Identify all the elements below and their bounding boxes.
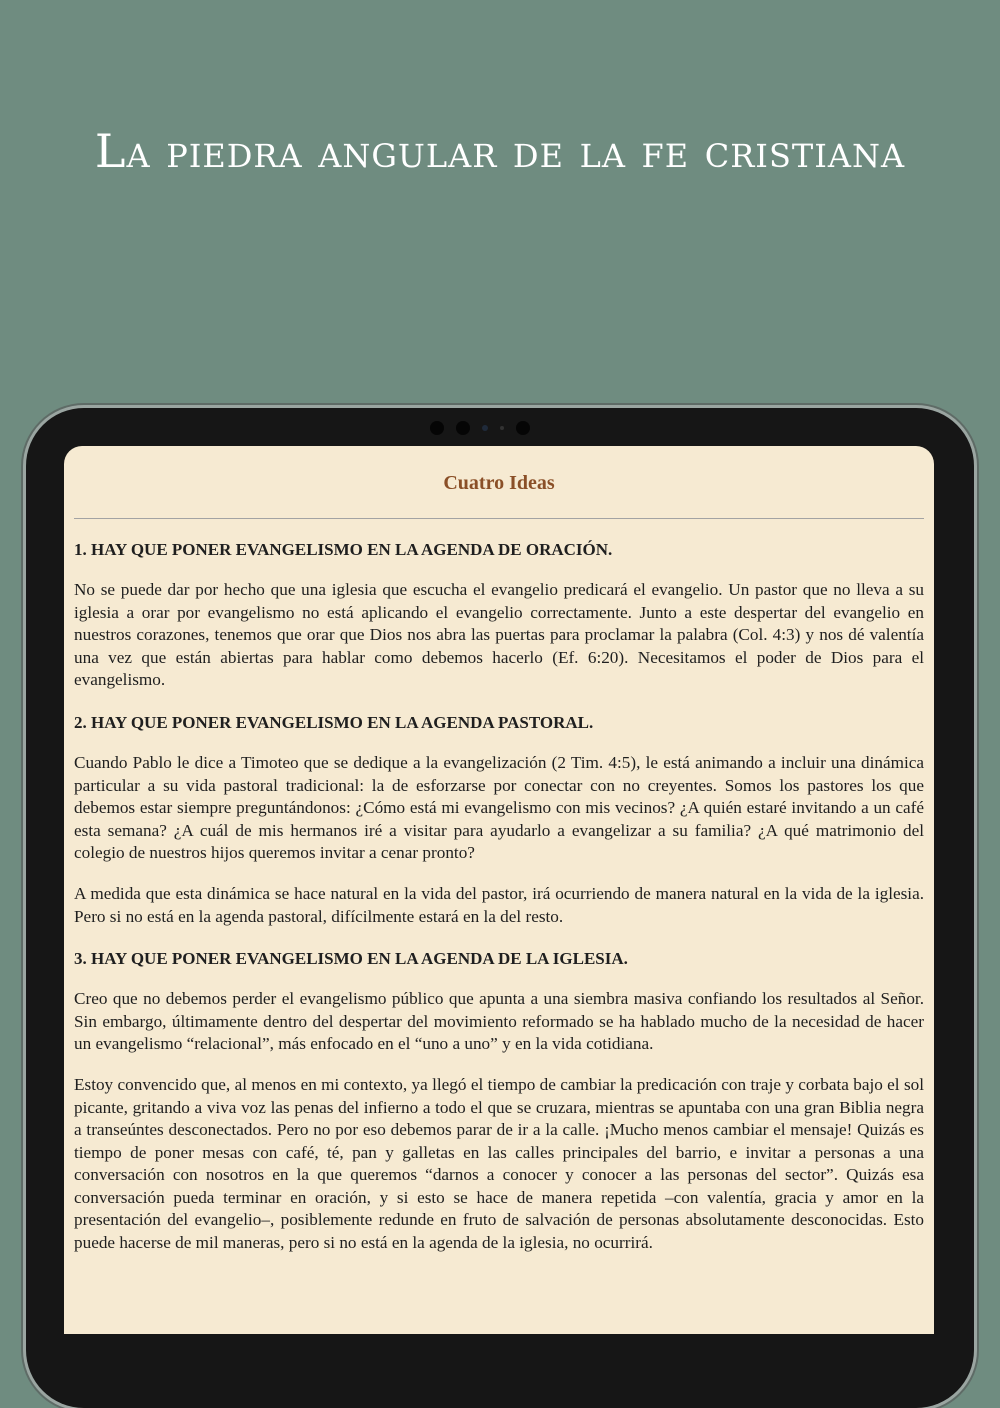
front-camera [430, 420, 530, 436]
camera-lens [430, 421, 444, 435]
article-content[interactable] [64, 539, 934, 1255]
page-title: Cuatro Ideas [443, 472, 555, 494]
promo-headline: La piedra angular de la fe cristiana [94, 124, 906, 178]
app-screen[interactable] [64, 446, 934, 1334]
camera-sensor [482, 425, 488, 431]
section-paragraph: Creo que no debemos perder el evangelismo público que apunta a una siembra masiva confiando los resultados al Señor. Sin embargo, últimamente dentro del despertar del movimiento reformado se ha hablado mucho de la necesidad de hacer un evangelismo “relacional”, más enfocado en el “uno a uno” y en la vida cotidiana. [74, 989, 924, 1054]
section-paragraph: No se puede dar por hecho que una iglesia que escucha el evangelio predicará el evangelio. Un pastor que no lleva a su iglesia a orar por evangelismo no está aplicando el evangelio correctamente. Junto a este despertar del evangelio en nuestros corazones, tenemos que orar que Dios nos abra las puertas para proclamar la palabra (Col. 4:3) y nos dé valentía una vez que están abiertas para hablar como debemos hacerlo (Ef. 6:20). Necesitamos el poder de Dios para el evangelismo. [74, 580, 924, 690]
section-paragraph: Cuando Pablo le dice a Timoteo que se dedique a la evangelización (2 Tim. 4:5), le está animando a incluir una dinámica particular a su vida pastoral tradicional: la de esforzarse por conectar con no creyentes. Somos los pastores los que debemos estar siempre preguntándonos: ¿Cómo está mi evangelismo con mis vecinos? ¿A quién estaré invitando a un café esta semana? ¿A cuál de mis hermanos iré a visitar para ayudarlo a evangelizar a su familia? ¿A qué matrimonio del colegio de nuestros hijos queremos invitar a cenar pronto? [74, 752, 924, 863]
camera-sensor [500, 426, 504, 430]
section-heading: 2. HAY QUE PONER EVANGELISMO EN LA AGENDA PASTORAL. [74, 712, 594, 732]
section-heading: 1. HAY QUE PONER EVANGELISMO EN LA AGENDA DE ORACIÓN. [74, 540, 613, 559]
title-divider [74, 518, 924, 519]
camera-lens [456, 421, 470, 435]
section-paragraph: Estoy convencido que, al menos en mi contexto, ya llegó el tiempo de cambiar la predicación con traje y corbata bajo el sol picante, gritando a viva voz las penas del infierno a todo el que se cruzara, mientras se apuntaba con una gran Biblia negra a transeúntes desconectados. Pero no por eso debemos parar de ir a la calle. ¡Mucho menos cambiar el mensaje! Quizás es tiempo de poner mesas con café, té, pan y galletas en las calles principales del barrio, e invitar a personas a una conversación con nosotros en la que queremos “darnos a conocer y conocer a las personas del sector”. Quizás esa conversación pueda terminar en oración, y si esto se hace de manera repetida –con valentía, gracia y amor en la presentación del evangelio–, posiblemente redunde en fruto de salvación de personas absolutamente desconocidas. Esto puede hacerse de mil maneras, pero si no está en la agenda de la iglesia, no ocurrirá. [74, 1074, 924, 1253]
section-heading: 3. HAY QUE PONER EVANGELISMO EN LA AGENDA DE LA IGLESIA. [74, 949, 628, 969]
section-paragraph: A medida que esta dinámica se hace natural en la vida del pastor, irá ocurriendo de manera natural en la vida de la iglesia. Pero si no está en la agenda pastoral, difícilmente estará en la del resto. [74, 883, 924, 926]
camera-lens [516, 421, 530, 435]
